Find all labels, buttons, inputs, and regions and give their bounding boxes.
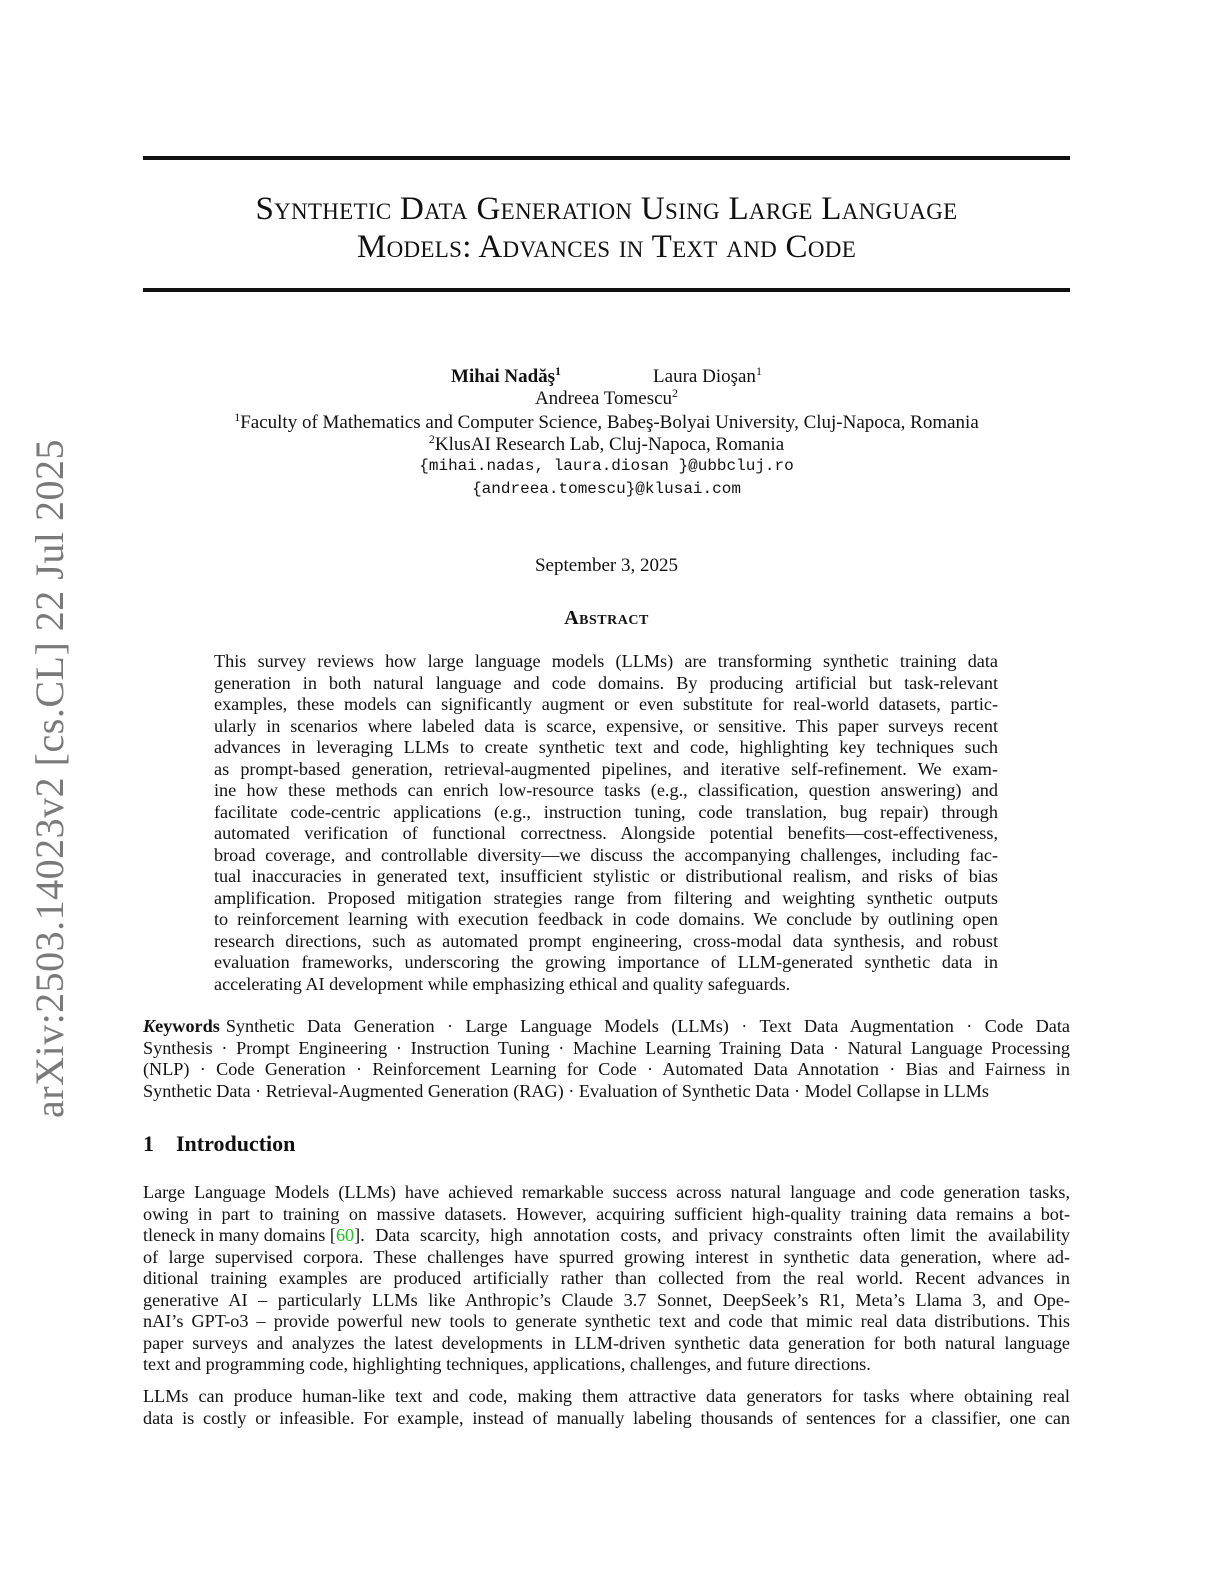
abstract-line: to reinforcement learning with execution feedback in code domains. We conclude by outlining open xyxy=(214,909,998,929)
title-line-1: Synthetic Data Generation Using Large Language xyxy=(255,191,958,227)
paragraph-line: Large Language Models (LLMs) have achieved remarkable success across natural language and code generation tasks, xyxy=(143,1182,1070,1202)
author-2-name: Laura Dioşan xyxy=(653,366,756,387)
paragraph-line: data is costly or infeasible. For example, instead of manually labeling thousands of sentences for a classifier, one can xyxy=(143,1407,1070,1428)
abstract-line: evaluation frameworks, underscoring the growing importance of LLM-generated synthetic data in xyxy=(214,952,998,972)
paper-date: September 3, 2025 xyxy=(534,555,678,576)
abstract-line: examples, these models can significantly augment or even substitute for real-world datasets, partic- xyxy=(214,694,998,714)
affiliation-2-text: KlusAI Research Lab, Cluj-Napoca, Romania xyxy=(434,434,785,455)
author-2-affil: 1 xyxy=(755,364,762,378)
keywords-first-row xyxy=(143,1016,1070,1038)
keywords-label xyxy=(143,1016,220,1038)
abstract-line: This survey reviews how large language models (LLMs) are transforming synthetic training data xyxy=(214,651,998,671)
abstract-line: advances in leveraging LLMs to create synthetic text and code, highlighting key techniques such xyxy=(214,737,998,757)
abstract-line: as prompt-based generation, retrieval-augmented pipelines, and iterative self-refinement. We exam- xyxy=(214,758,998,779)
abstract-line: automated verification of functional correctness. Alongside potential benefits—cost-effectiveness, xyxy=(214,823,998,843)
section-heading xyxy=(143,1131,295,1157)
affiliation-1-mark: 1 xyxy=(234,410,241,424)
abstract-line: ine how these methods can enrich low-resource tasks (e.g., classification, question answering) and xyxy=(214,780,998,800)
paragraph-line: nAI’s GPT-o3 – provide powerful new tools to generate synthetic text and code that mimic real data distributions. This xyxy=(143,1311,1070,1331)
paragraph-line-end: ]. Data scarcity, high annotation costs, and privacy constraints often limit the availability xyxy=(354,1225,1070,1245)
paper-title xyxy=(143,190,1070,266)
author-row xyxy=(143,364,1070,388)
intro-paragraph-2 xyxy=(143,1386,1070,1429)
keywords-label-initial: K xyxy=(143,1016,156,1036)
keywords-line: Synthetic Data Generation · Large Language Models (LLMs) · Text Data Augmentation · Code Data xyxy=(225,1016,1070,1036)
author-2 xyxy=(653,364,762,388)
affiliation-1-text: Faculty of Mathematics and Computer Science, Babeş-Bolyai University, Cluj-Napoca, Romania xyxy=(240,412,979,433)
keywords-line: Synthetic Data · Retrieval-Augmented Generation (RAG) · Evaluation of Synthetic Data · Model Collapse in LLMs xyxy=(143,1080,990,1101)
paragraph-line: owing in part to training on massive datasets. However, acquiring sufficient high-quality training data remains a bot- xyxy=(143,1203,1070,1224)
author-1 xyxy=(451,364,561,388)
affiliation-2 xyxy=(143,432,1070,456)
paragraph-line: ditional training examples are produced artificially rather than collected from the real world. Recent advances in xyxy=(143,1268,1070,1288)
top-rule xyxy=(143,156,1070,160)
abstract-line: ularly in scenarios where labeled data is scarce, expensive, or sensitive. This paper surveys recent xyxy=(214,715,998,736)
keywords-block xyxy=(143,1016,1070,1102)
paragraph-line-start: tleneck in many domains [ xyxy=(143,1225,336,1245)
author-3 xyxy=(143,386,1070,410)
abstract-body xyxy=(214,651,998,995)
author-1-affil: 1 xyxy=(555,364,562,378)
paragraph-line: generative AI – particularly LLMs like Anthropic’s Claude 3.7 Sonnet, DeepSeek’s R1, Meta’s Llama 3, and Ope- xyxy=(143,1289,1070,1310)
abstract-line: generation in both natural language and code domains. By producing artificial but task-relevant xyxy=(214,672,998,693)
paragraph-line: of large supervised corpora. These challenges have spurred growing interest in synthetic data generation, where ad- xyxy=(143,1246,1070,1267)
abstract-line: broad coverage, and controllable diversity—we discuss the accompanying challenges, including fac- xyxy=(214,844,998,865)
arxiv-stamp: arXiv:2503.14023v2 [cs.CL] 22 Jul 2025 xyxy=(27,439,72,1118)
title-line-2: Models: Advances in Text and Code xyxy=(356,229,857,265)
author-1-name: Mihai Nadăş xyxy=(451,366,556,387)
citation-link[interactable]: 60 xyxy=(335,1225,355,1245)
abstract-line: research directions, such as automated prompt engineering, cross-modal data synthesis, and robust xyxy=(214,930,998,951)
section-number: 1 xyxy=(143,1131,154,1156)
title-bottom-rule xyxy=(143,288,1070,292)
author-3-affil: 2 xyxy=(672,386,679,400)
keywords-line: (NLP) · Code Generation · Reinforcement Learning for Code · Automated Data Annotation · Bias and Fairness in xyxy=(143,1059,1070,1079)
email-line-1: {mihai.nadas, laura.diosan }@ubbcluj.ro xyxy=(419,457,794,475)
paragraph-line: LLMs can produce human-like text and code, making them attractive data generators for tasks where obtaining real xyxy=(143,1386,1070,1406)
abstract-line: tual inaccuracies in generated text, insufficient stylistic or distributional realism, and risks of bias xyxy=(214,866,998,886)
abstract-line: amplification. Proposed mitigation strategies range from filtering and weighting synthetic outputs xyxy=(214,887,998,908)
abstract-line: accelerating AI development while emphasizing ethical and quality safeguards. xyxy=(214,973,791,994)
abstract-line: facilitate code-centric applications (e.g., instruction tuning, code translation, bug repair) through xyxy=(214,801,998,822)
section-title: Introduction xyxy=(176,1131,296,1156)
affiliation-2-mark: 2 xyxy=(428,432,435,446)
intro-paragraph-1 xyxy=(143,1182,1070,1376)
paragraph-line: text and programming code, highlighting techniques, applications, challenges, and future directions. xyxy=(143,1354,871,1374)
keywords-label-rest: eywords xyxy=(155,1016,220,1036)
author-3-name: Andreea Tomescu xyxy=(534,388,673,409)
paragraph-line-with-citation xyxy=(143,1225,1070,1247)
abstract-heading: Abstract xyxy=(564,607,649,629)
paragraph-line: paper surveys and analyzes the latest developments in LLM-driven synthetic data generation for both natural language xyxy=(143,1332,1070,1353)
keywords-line: Synthesis · Prompt Engineering · Instruction Tuning · Machine Learning Training Data · Natural Language Processing xyxy=(143,1037,1070,1058)
email-line-2: {andreea.tomescu}@klusai.com xyxy=(472,480,741,498)
affiliation-1 xyxy=(143,410,1070,434)
